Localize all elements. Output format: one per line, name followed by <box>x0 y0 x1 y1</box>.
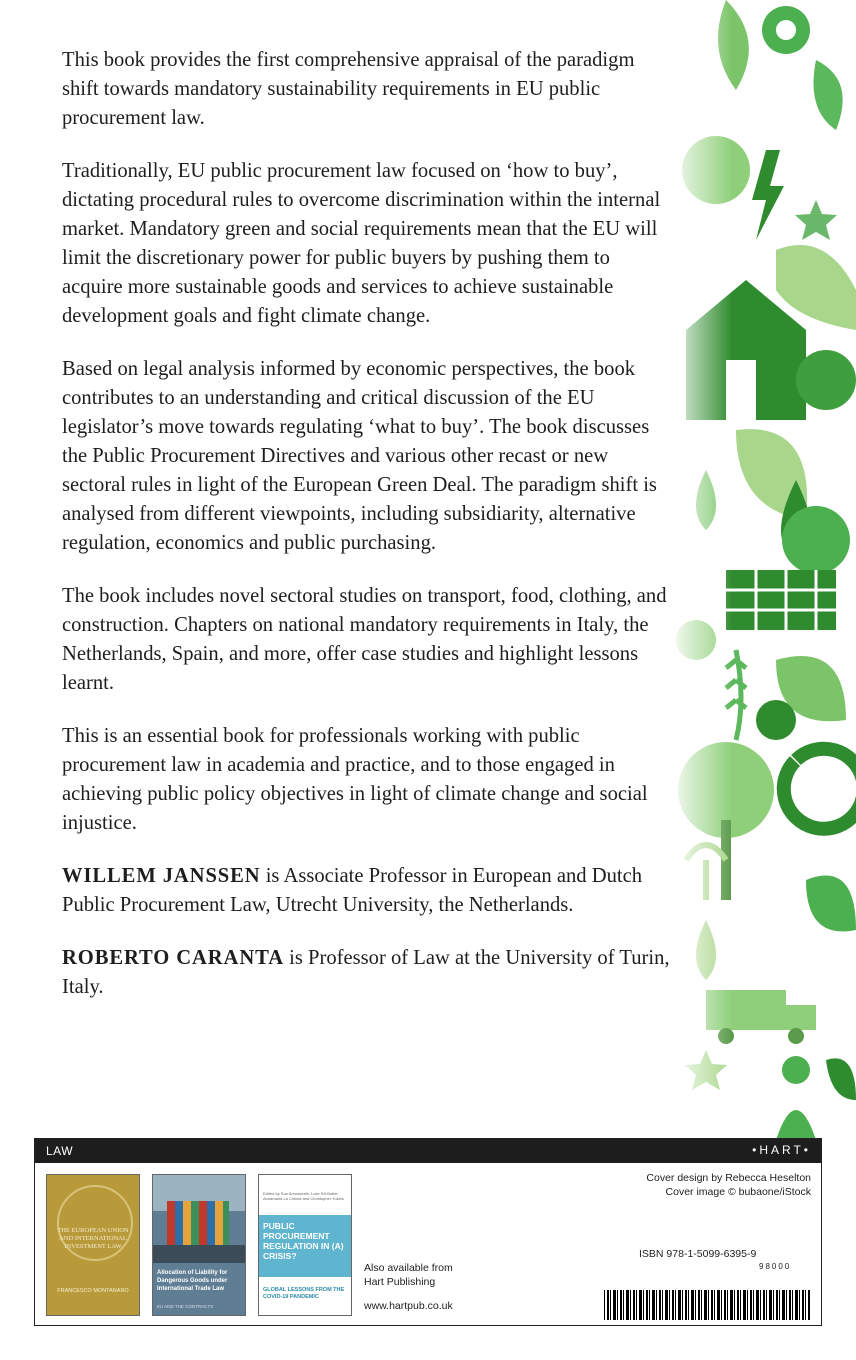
blurb-paragraph: The book includes novel sectoral studies on transport, food, clothing, and construction. Chapters on national mandatory requirements in Italy, the Netherlands, Spain, and more, offer case studies and highlight lessons learnt. <box>62 585 667 694</box>
author-name: ROBERTO CARANTA <box>62 947 284 969</box>
related-book-subtitle: GLOBAL LESSONS FROM THE COVID-19 PANDEMIC <box>263 1287 345 1300</box>
cover-design-credit: Cover design by Rebecca Heselton <box>646 1172 811 1184</box>
barcode <box>604 1290 810 1320</box>
category-label: LAW <box>46 1144 74 1158</box>
blurb-text <box>62 46 672 1026</box>
also-available-text: Also available from Hart Publishing <box>364 1262 453 1288</box>
blurb-paragraph: This is an essential book for professionals working with public procurement law in academia and practice, and to those engaged in achieving public policy objectives in light of climate change and social injustice. <box>62 725 648 834</box>
author-bio-text: is Professor of Law at the University of Turin, Italy. <box>62 947 670 998</box>
related-book-series: EU AND THE CONTRACTS <box>157 1304 214 1309</box>
author-name: WILLEM JANSSEN <box>62 865 261 887</box>
related-book-title: PUBLIC PROCUREMENT REGULATION IN (A) CRISIS? <box>263 1221 344 1261</box>
blurb-paragraph: This book provides the first comprehensive appraisal of the paradigm shift towards mandatory sustainability requirements in EU public procurement law. <box>62 49 635 129</box>
publisher-website-link[interactable]: www.hartpub.co.uk <box>364 1300 453 1312</box>
related-book-title: THE EUROPEAN UNION AND INTERNATIONAL INVESTMENT LAW <box>57 1227 129 1250</box>
publisher-logo: •HART• <box>752 1143 811 1157</box>
author-bio <box>62 862 672 920</box>
related-book-editors: Edited by Sue Arrowsmith, Luke RA Butler, Annamaria La Chimia and Christopher Yukins <box>263 1191 344 1201</box>
blurb-paragraph: Based on legal analysis informed by economic perspectives, the book contributes to an understanding and critical discussion of the EU legislator’s move towards regulating ‘what to buy’. The book discusses the Public Procurement Directives and various other recast or new sectoral rules in light of the European Green Deal. The paradigm shift is analysed from different viewpoints, including subsidiarity, alternative regulation, economics and public purchasing. <box>62 358 657 554</box>
related-book-thumbnail <box>152 1174 246 1316</box>
related-book-thumbnail <box>46 1174 140 1316</box>
category-bar <box>35 1139 821 1163</box>
related-book-author: FRANCESCO MONTANARO <box>57 1288 129 1294</box>
price-code: 98000 <box>759 1262 792 1271</box>
related-book-title: Allocation of Liability for Dangerous Goods under International Trade Law <box>157 1270 228 1292</box>
green-eco-icons-pattern <box>666 0 856 1140</box>
related-book-thumbnail <box>258 1174 352 1316</box>
author-bio-text: is Associate Professor in European and Dutch Public Procurement Law, Utrecht University, the Netherlands. <box>62 865 643 916</box>
isbn: ISBN 978-1-5099-6395-9 <box>639 1248 757 1260</box>
blurb-paragraph: Traditionally, EU public procurement law focused on ‘how to buy’, dictating procedural rules to overcome discrimination within the internal market. Mandatory green and social requirements mean that the EU will limit the discretionary power for public buyers by pushing them to acquire more sustainable goods and services to achieve sustainable development goals and fight climate change. <box>62 160 661 327</box>
cover-image-credit: Cover image © bubaone/iStock <box>665 1186 811 1198</box>
author-bio <box>62 944 672 1002</box>
